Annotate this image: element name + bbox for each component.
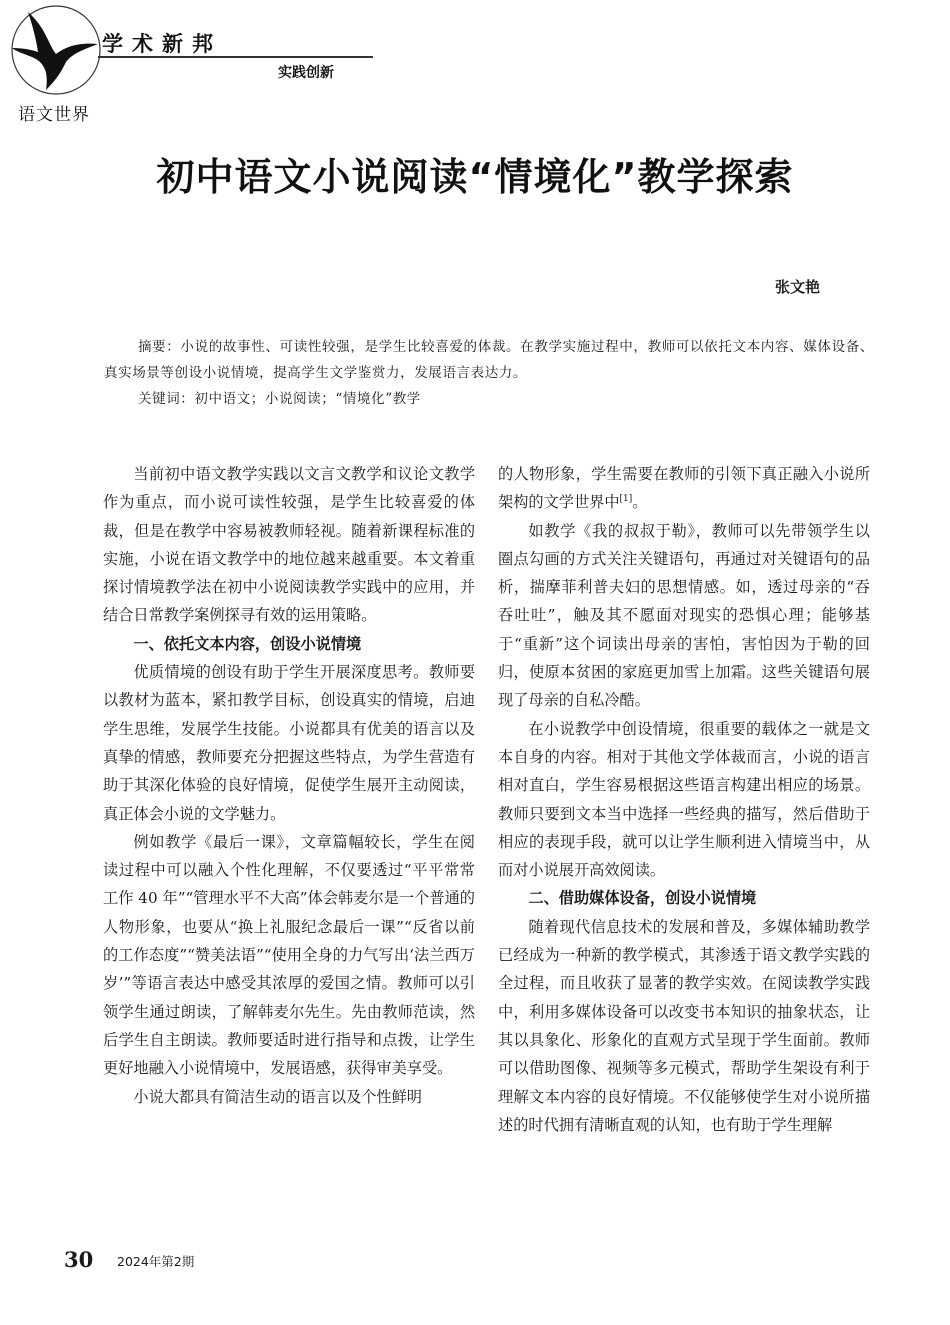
section-heading-1: 一、依托文本内容，创设小说情境 [133, 634, 362, 653]
header-divider [98, 56, 373, 58]
paragraph [498, 460, 870, 517]
abstract-summary [104, 334, 874, 386]
issue-label: 2024年第2期 [117, 1254, 195, 1269]
citation: [1] [619, 494, 633, 505]
paragraph-text: 的人物形象，学生需要在教师的引领下真正融入小说所架构的文学世界中 [498, 465, 870, 512]
body-column-left [103, 460, 475, 1111]
section-heading-2: 二、借助媒体设备，创设小说情境 [528, 889, 757, 908]
abstract-block [104, 334, 874, 412]
paragraph: 如教学《我的叔叔于勒》，教师可以先带领学生以圈点勾画的方式关注关键语句，再通过对关键语句的品析，揣摩菲利普夫妇的思想情感。如，透过母亲的“吞吞吐吐”，触及其不愿面对现实的恐惧心理；能够基于“重新”这个词读出母亲的害怕，害怕因为于勒的回归，使原本贫困的家庭更加雪上加霜。这些关键语句展现了母亲的自私冷酷。 [498, 521, 870, 710]
paragraph: 例如教学《最后一课》，文章篇幅较长，学生在阅读过程中可以融入个性化理解，不仅要透过“平平常常工作 40 年”“管理水平不大高”体会韩麦尔是一个普通的人物形象，也要从“换上礼服纪念最后一课”“反省以前的工作态度”“赞美法语”“使用全身的力气写出‘法兰西万岁’”等语言表达中感受其浓厚的爱国之情。教师可以引领学生通过朗读，了解韩麦尔先生。先由教师范读，然后学生自主朗读。教师要适时进行指导和点拨，让学生更好地融入小说情境中，发展语感，获得审美享受。 [103, 832, 475, 1078]
article-title: 初中语文小说阅读“情境化”教学探索 [156, 155, 794, 199]
page-number: 30 [64, 1247, 94, 1272]
author-name: 张文艳 [775, 278, 821, 296]
paragraph: 随着现代信息技术的发展和普及，多媒体辅助教学已经成为一种新的教学模式，其渗透于语文教学实践的全过程，而且收获了显著的教学实效。在阅读教学实践中，利用多媒体设备可以改变书本知识的抽象状态，让其以具象化、形象化的直观方式呈现于学生面前。教师可以借助图像、视频等多元模式，帮助学生架设有利于理解文本内容的良好情境。不仅能够使学生对小说所描述的时代拥有清晰直观的认知，也有助于学生理解 [498, 917, 870, 1134]
abstract-text: 小说的故事性、可读性较强，是学生比较喜爱的体裁。在教学实施过程中，教师可以依托文本内容、媒体设备、真实场景等创设小说情境，提高学生文学鉴赏力，发展语言表达力。 [104, 339, 874, 381]
column-name: 学术新邦 [102, 32, 222, 56]
journal-logo [6, 4, 106, 125]
keywords-label: 关键词： [138, 391, 195, 407]
keywords [104, 386, 874, 412]
paragraph: 优质情境的创设有助于学生开展深度思考。教师要以教材为蓝本，紧扣教学目标，创设真实的情境，启迪学生思维，发展学生技能。小说都具有优美的语言以及真挚的情感，教师要充分把握这些特点，为学生营造有助于其深化体验的良好情境，促使学生展开主动阅读，真正体会小说的文学魅力。 [103, 663, 475, 823]
paragraph: 当前初中语文教学实践以文言文教学和议论文教学作为重点，而小说可读性较强，是学生比较喜爱的体裁，但是在教学中容易被教师轻视。随着新课程标准的实施，小说在语文教学中的地位越来越重要。本文着重探讨情境教学法在初中小说阅读教学实践中的应用，并结合日常教学案例探寻有效的运用策略。 [103, 465, 475, 625]
paragraph: 在小说教学中创设情境，很重要的载体之一就是文本自身的内容。相对于其他文学体裁而言，小说的语言相对直白，学生容易根据这些语言构建出相应的场景。教师只要到文本当中选择一些经典的描写，然后借助于相应的表现手段，就可以让学生顺利进入情境当中，从而对小说展开高效阅读。 [498, 719, 870, 880]
keywords-text: 初中语文；小说阅读；“情境化”教学 [194, 391, 421, 407]
brand-name: 语文世界 [18, 105, 90, 125]
sub-column-name: 实践创新 [278, 65, 334, 81]
dove-icon [6, 4, 106, 100]
body-column-right [498, 460, 870, 1139]
paragraph-end: 。 [632, 493, 648, 512]
abstract-label: 摘要： [138, 339, 181, 355]
paragraph: 小说大都具有简洁生动的语言以及个性鲜明 [133, 1087, 422, 1106]
